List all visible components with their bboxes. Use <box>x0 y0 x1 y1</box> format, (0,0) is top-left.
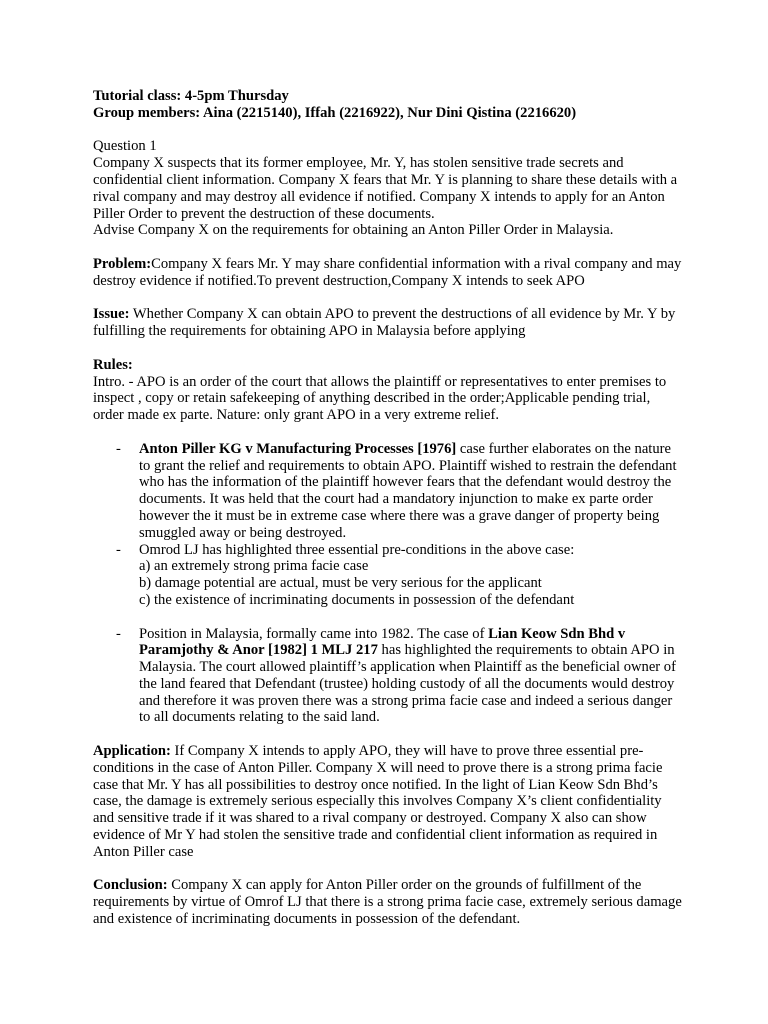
bullet-text: has highlighted the requirements to obtain APO in Malaysia. The court allowed plaintiff’s application when Plaintiff as the beneficial owner of the land feared that Defendant (trustee) holding custody of all the documents would destroy and therefore it was proven there was a strong prima facie case and indeed a serious danger to all documents relating to the said land. <box>139 642 676 726</box>
application-paragraph <box>93 743 682 861</box>
rules-bullet-anton-piller <box>93 441 682 542</box>
bullet-text: Omrod LJ has highlighted three essential pre-conditions in the above case: <box>139 541 575 558</box>
tutorial-class-line: Tutorial class: 4-5pm Thursday <box>93 88 289 104</box>
problem-paragraph <box>93 256 682 290</box>
precondition-c: c) the existence of incriminating documents in possession of the defendant <box>139 591 575 608</box>
rules-bullet-omrod <box>93 542 682 609</box>
rules-bullet-list-malaysia <box>93 626 682 727</box>
bullet-dash: - <box>116 440 121 457</box>
spacer <box>93 861 682 878</box>
spacer <box>93 239 682 256</box>
question-title: Question 1 <box>93 138 157 155</box>
question-ask: Advise Company X on the requirements for obtaining an Anton Piller Order in Malaysia. <box>93 222 614 239</box>
rules-bullet-list <box>93 441 682 609</box>
bullet-text-pre: Position in Malaysia, formally came into 1982. The case of <box>139 625 489 642</box>
spacer <box>93 424 682 441</box>
spacer <box>93 290 682 307</box>
application-label: Application: <box>93 743 171 760</box>
spacer <box>93 122 682 139</box>
application-text: If Company X intends to apply APO, they will have to prove three essential pre-conditions in the case of Anton Piller. Company X will need to prove there is a strong prima facie case that Mr. Y has all possibilities to destroy once notified. In the light of Lian Keow Sdn Bhd’s case, the damage is extremely serious especially this involves Company X’s client confidentiality and sensitive trade if it was shared to a rival company or destroyed. Company X also can show evidence of Mr Y had stolen the sensitive trade and confidential client information as required in Anton Piller case <box>93 743 663 860</box>
precondition-a: a) an extremely strong prima facie case <box>139 558 369 575</box>
case-name-anton-piller: Anton Piller KG v Manufacturing Processes [1976] <box>139 440 457 457</box>
precondition-b: b) damage potential are actual, must be very serious for the applicant <box>139 575 542 592</box>
issue-paragraph <box>93 306 682 340</box>
conclusion-paragraph <box>93 877 682 927</box>
spacer <box>93 726 682 743</box>
issue-text: Whether Company X can obtain APO to prevent the destructions of all evidence by Mr. Y by fulfilling the requirements for obtaining APO in Malaysia before applying <box>93 306 676 340</box>
rules-intro: Intro. - APO is an order of the court that allows the plaintiff or representatives to enter premises to inspect , copy or retain safekeeping of anything described in the order;Applicable pending trial, order made ex parte. Nature: only grant APO in a very extreme relief. <box>93 373 667 424</box>
problem-label: Problem: <box>93 255 152 272</box>
problem-text: Company X fears Mr. Y may share confidential information with a rival company and may destroy evidence if notified.To prevent destruction,Company X intends to seek APO <box>93 255 682 289</box>
spacer <box>93 340 682 357</box>
spacer <box>93 609 682 626</box>
case-name-lian-keow: Lian Keow Sdn Bhd v Paramjothy & Anor [1982] 1 MLJ 217 <box>139 625 626 659</box>
issue-label: Issue: <box>93 306 130 323</box>
rules-label: Rules: <box>93 356 133 373</box>
rules-bullet-lian-keow <box>93 626 682 727</box>
question-body: Company X suspects that its former employee, Mr. Y, has stolen sensitive trade secrets and confidential client information. Company X fears that Mr. Y is planning to share these details with a rival company and may destroy all evidence if notified. Company X intends to apply for an Anton Piller Order to prevent the destruction of these documents. <box>93 155 678 222</box>
bullet-dash: - <box>116 541 121 558</box>
conclusion-text: Company X can apply for Anton Piller order on the grounds of fulfillment of the requirements by virtue of Omrof LJ that there is a strong prima facie case, extremely serious damage and existence of incriminating documents in possession of the defendant. <box>93 877 682 928</box>
group-members-line: Group members: Aina (2215140), Iffah (2216922), Nur Dini Qistina (2216620) <box>93 104 577 121</box>
bullet-dash: - <box>116 625 121 642</box>
conclusion-label: Conclusion: <box>93 877 168 894</box>
bullet-text: case further elaborates on the nature to grant the relief and requirements to obtain APO. Plaintiff wished to restrain the defendant who has the information of the plaintiff however fears that the defendant would destroy the documents. It was held that the court had a mandatory injunction to make ex parte order however the it must be in extreme case where there was a grave danger of property being smuggled away or being destroyed. <box>139 440 677 541</box>
